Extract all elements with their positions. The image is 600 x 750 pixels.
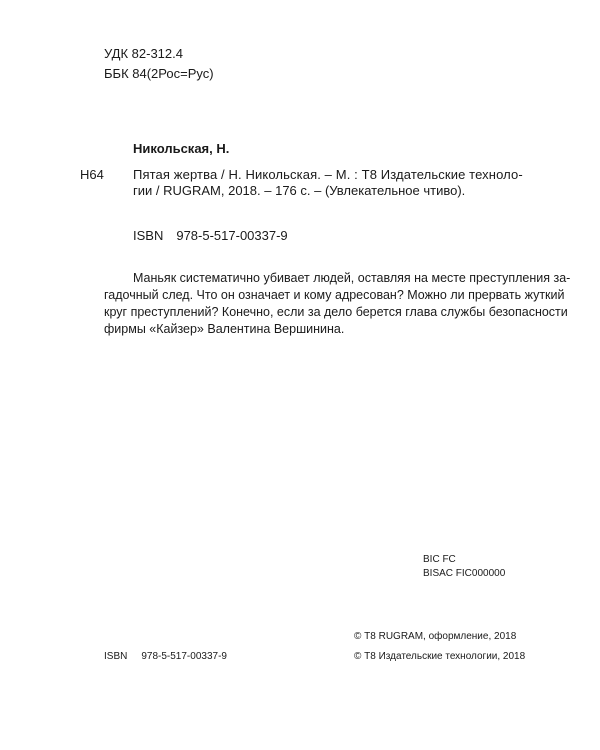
bibliographic-description <box>133 167 525 199</box>
annotation-line-1: Маньяк систематично убивает людей, оставляя на месте преступления за- <box>133 271 571 285</box>
copyright-design: © Т8 RUGRAM, оформление, 2018 <box>354 631 517 642</box>
annotation-line-3: круг преступлений? Конечно, если за дело берется глава службы безопасности <box>104 305 568 319</box>
isbn-label: ISBN <box>133 228 164 243</box>
description-line-2: гии / RUGRAM, 2018. – 176 с. – (Увлекательное чтиво). <box>133 183 466 198</box>
isbn-main <box>133 228 288 244</box>
udk-code: УДК 82-312.4 <box>104 46 183 61</box>
footer-isbn-label: ISBN <box>104 651 128 662</box>
bbk-code: ББК 84(2Рос=Рус) <box>104 66 214 81</box>
isbn-number: 978-5-517-00337-9 <box>176 228 288 243</box>
annotation-line-4: фирмы «Кайзер» Валентина Вершинина. <box>104 322 345 336</box>
author-heading: Никольская, Н. <box>133 141 230 156</box>
annotation-line-2: гадочный след. Что он означает и кому адресован? Можно ли прервать жуткий <box>104 288 565 302</box>
footer-isbn-number: 978-5-517-00337-9 <box>141 651 227 662</box>
copyright-publisher: © Т8 Издательские технологии, 2018 <box>354 651 526 662</box>
annotation <box>104 270 571 338</box>
author-code: Н64 <box>80 167 104 182</box>
bic-code: BIC FC <box>423 554 456 565</box>
bisac-code: BISAC FIC000000 <box>423 568 506 579</box>
footer-isbn <box>104 650 227 664</box>
description-line-1: Пятая жертва / Н. Никольская. – М. : Т8 Издательские техноло- <box>133 167 523 182</box>
